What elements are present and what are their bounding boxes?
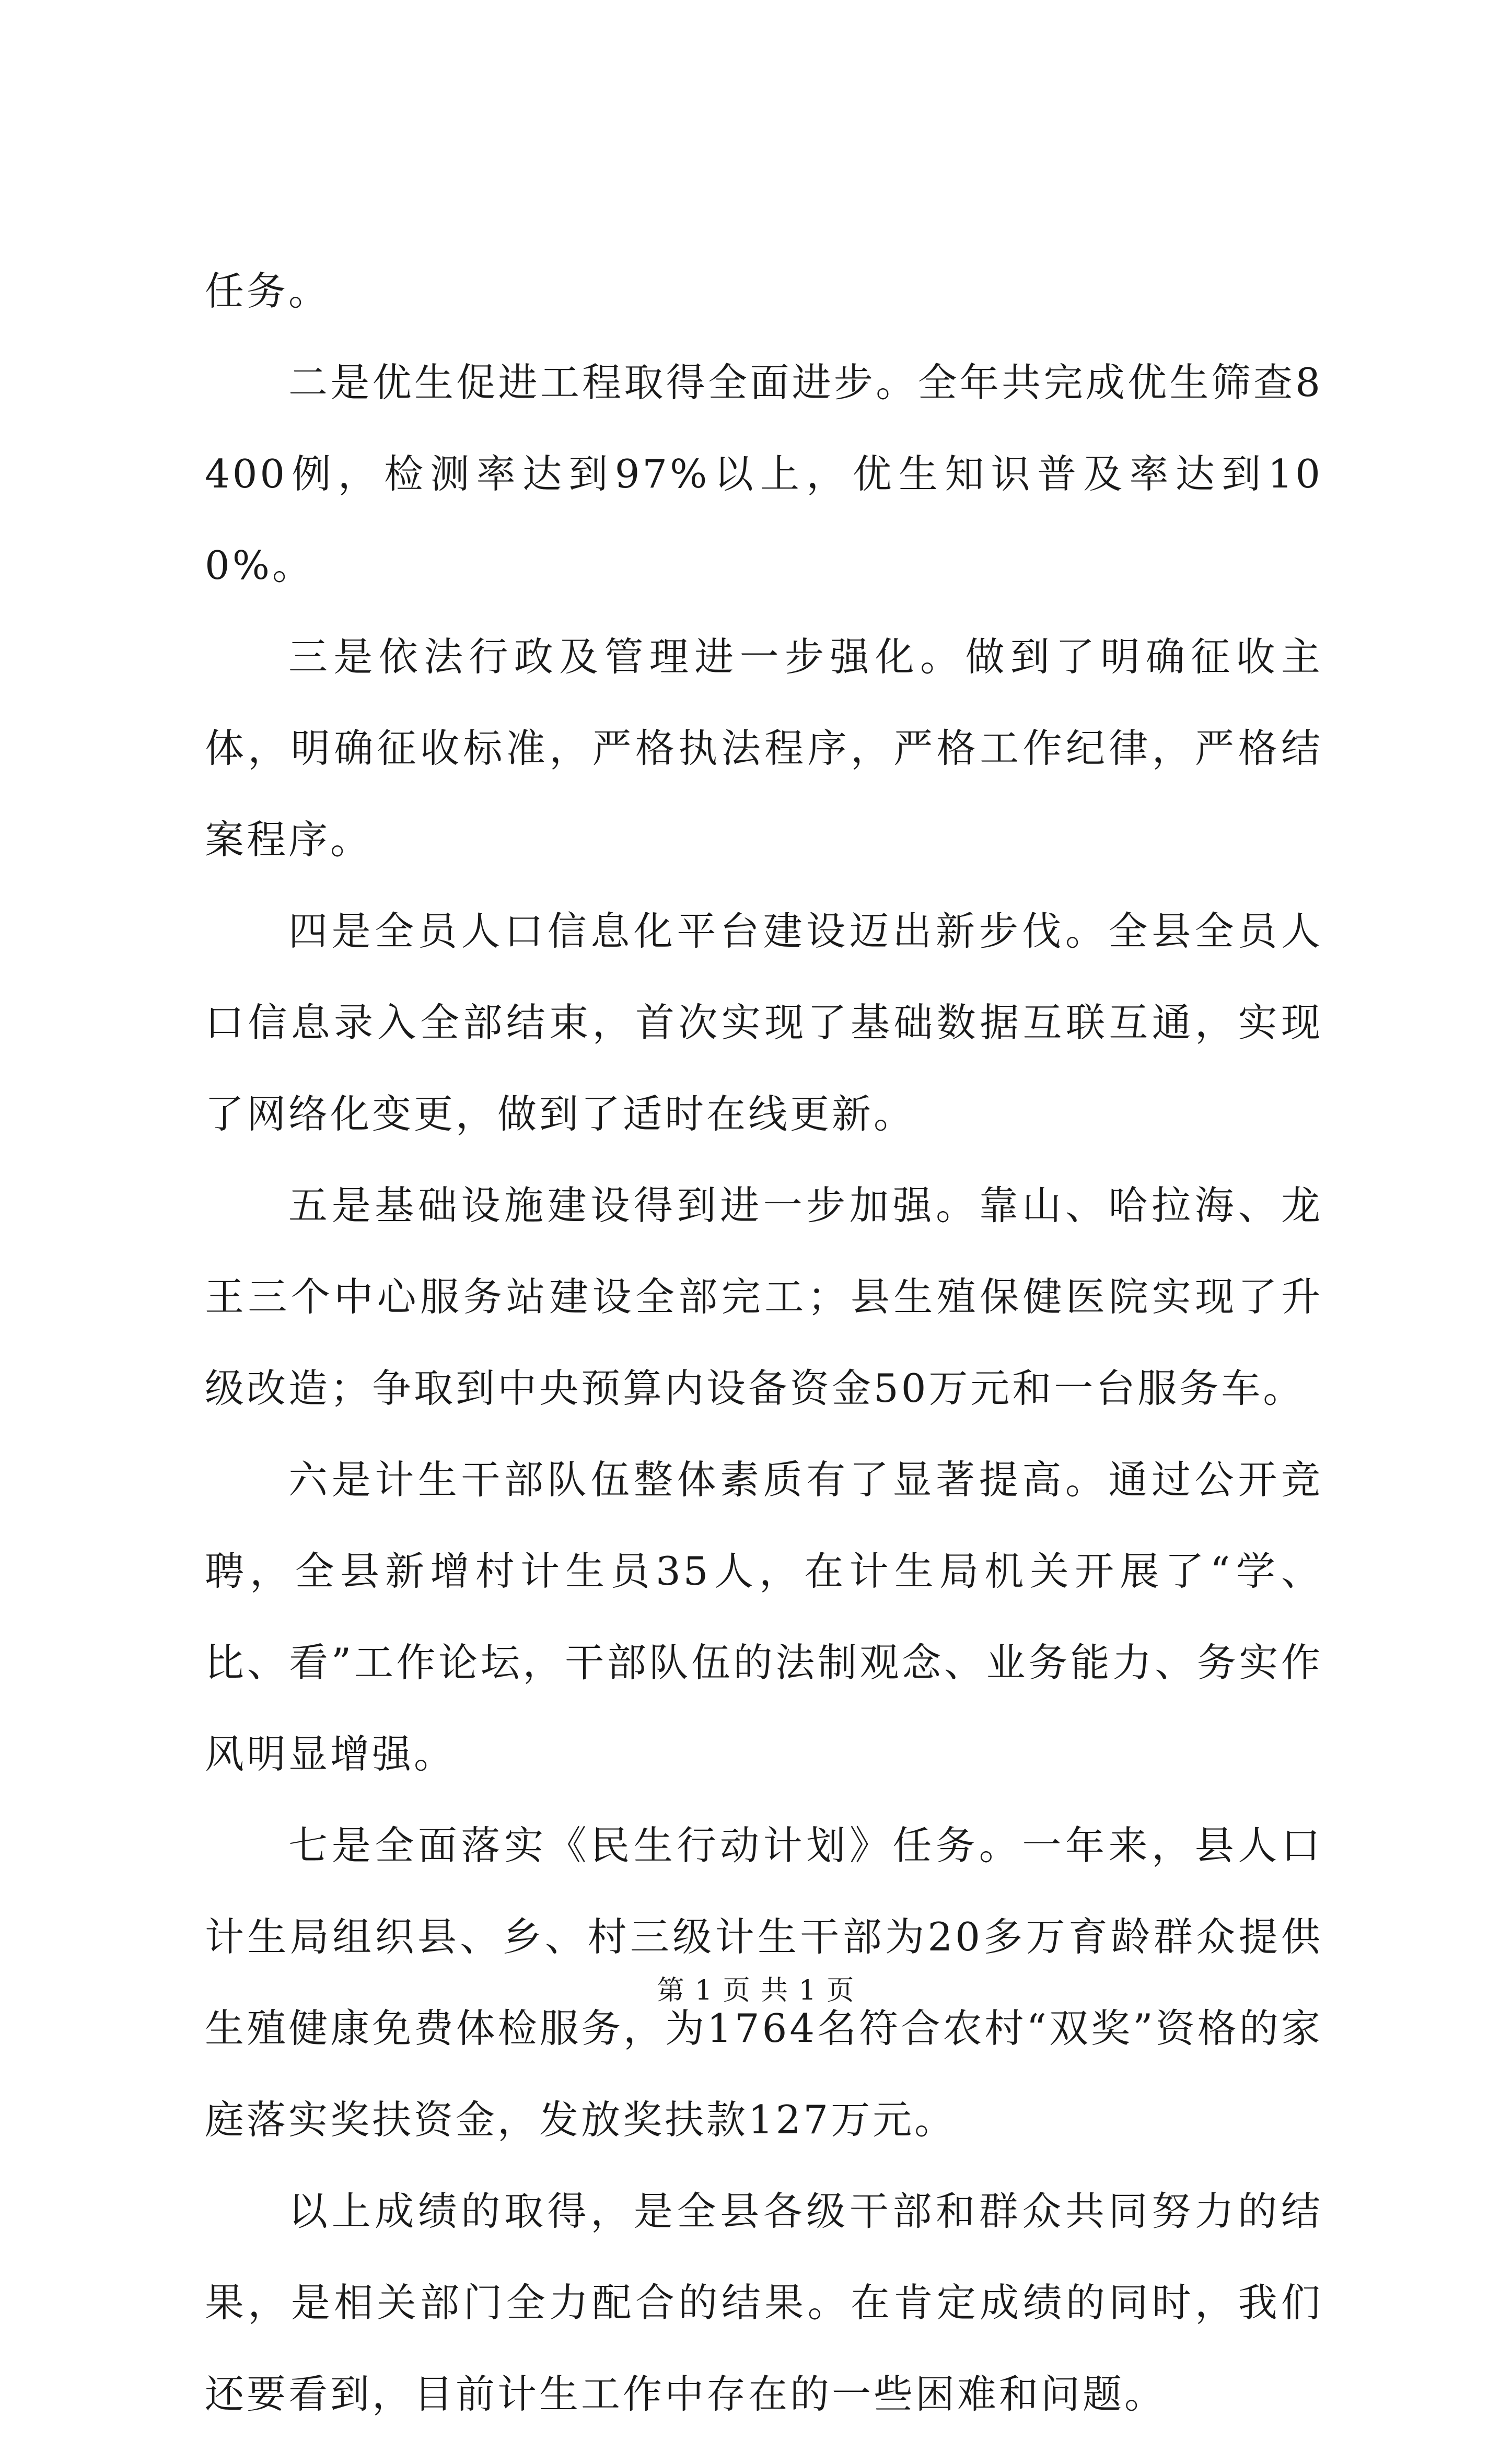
- paragraph-summary: 以上成绩的取得，是全县各级干部和群众共同努力的结果，是相关部门全力配合的结果。在肯定成绩的同时，我们还要看到，目前计生工作中存在的一些困难和问题。: [205, 2188, 1323, 2417]
- paragraph-infrastructure: 五是基础设施建设得到进一步加强。靠山、哈拉海、龙王三个中心服务站建设全部完工；县生殖保健医院实现了升级改造；争取到中央预算内设备资金50万元和一台服务车。: [205, 1182, 1323, 1411]
- document-body: [205, 246, 1323, 2440]
- page-footer: 第 1 页 共 1 页: [657, 1975, 855, 2006]
- paragraph-information-platform: 四是全员人口信息化平台建设迈出新步伐。全县全员人口信息录入全部结束，首次实现了基础数据互联互通，实现了网络化变更，做到了适时在线更新。: [205, 908, 1323, 1137]
- paragraph-continuation: 任务。: [205, 268, 331, 314]
- paragraph-eugenics-progress: 二是优生促进工程取得全面进步。全年共完成优生筛查8400例，检测率达到97%以上，优生知识普及率达到100%。: [205, 359, 1323, 588]
- paragraph-staff-quality: 六是计生干部队伍整体素质有了显著提高。通过公开竞聘，全县新增村计生员35人，在计生局机关开展了“学、比、看”工作论坛，干部队伍的法制观念、业务能力、务实作风明显增强。: [205, 1457, 1323, 1777]
- paragraph-law-administration: 三是依法行政及管理进一步强化。做到了明确征收主体，明确征收标准，严格执法程序，严格工作纪律，严格结案程序。: [205, 634, 1323, 863]
- paragraph-livelihood-plan: 七是全面落实《民生行动计划》任务。一年来，县人口计生局组织县、乡、村三级计生干部为20多万育龄群众提供生殖健康免费体检服务，为1764名符合农村“双奖”资格的家庭落实奖扶资金，发放奖扶款127万元。: [205, 1822, 1323, 2143]
